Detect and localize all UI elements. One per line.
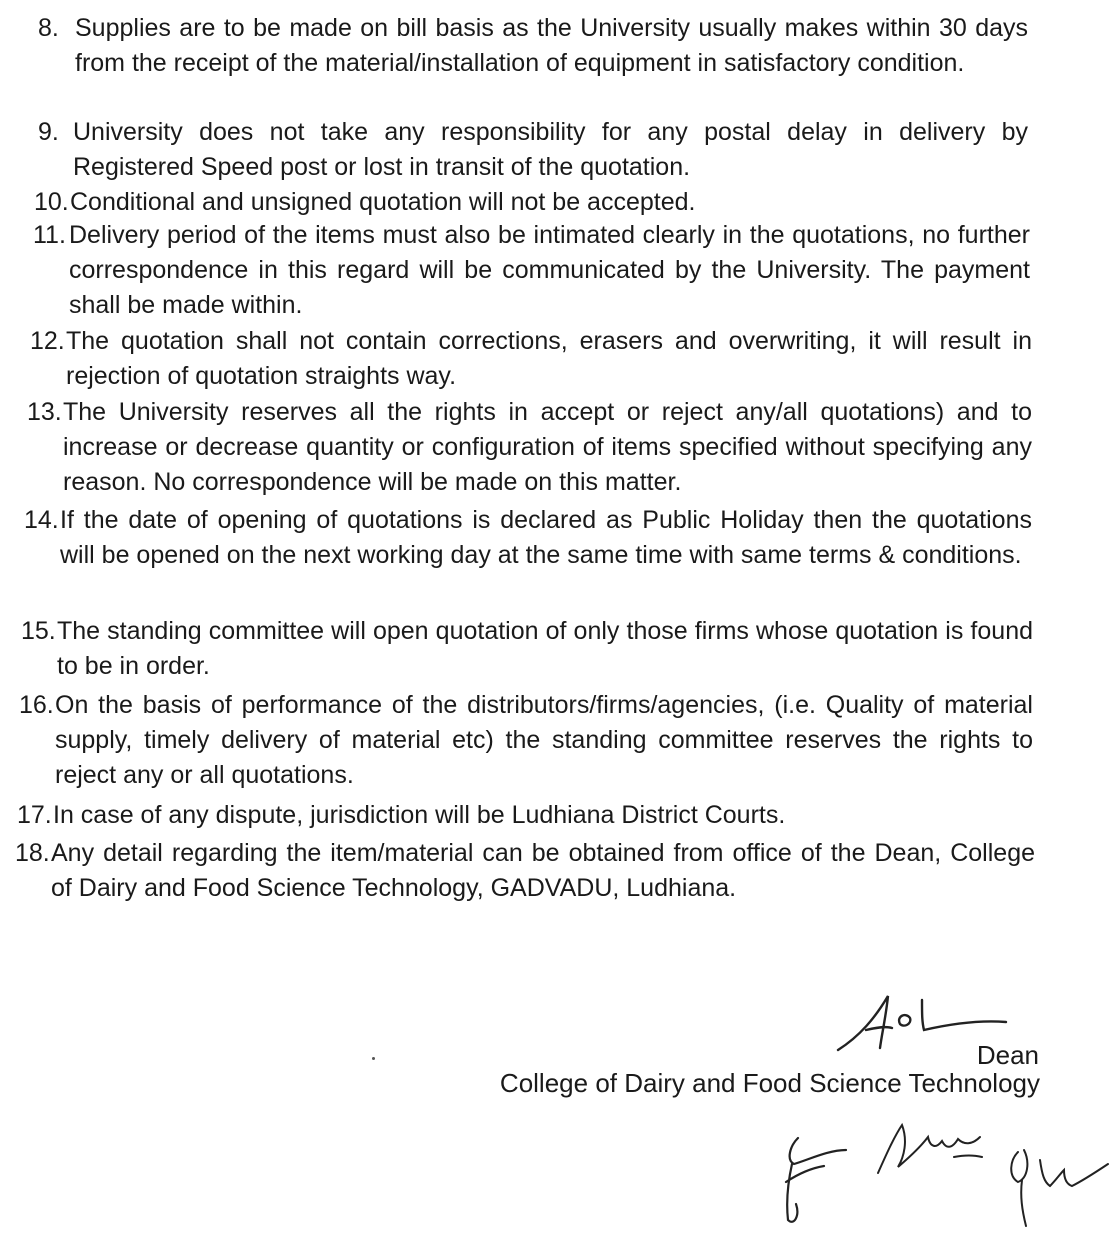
clause-number: 10. (34, 188, 69, 216)
clause-text: Delivery period of the items must also be intimated clearly in the quotations, no further correspondence in this regard will be communicated by the University. The payment shall be made within. (69, 221, 1030, 319)
clause-text: On the basis of performance of the distributors/firms/agencies, (i.e. Quality of material supply, timely delivery of material etc) the standing committee reserves the rights to reject any or all quotations. (55, 691, 1033, 789)
clause-text: The University reserves all the rights in accept or reject any/all quotations) and to increase or decrease quantity or configuration of items specified without specifying any reason. No correspondence will be made on this matter. (63, 398, 1032, 496)
clause-number: 14. (24, 506, 59, 534)
clause-number: 9. (38, 118, 59, 146)
clause-number: 13. (27, 398, 62, 426)
clause-text: Any detail regarding the item/material can be obtained from office of the Dean, College of Dairy and Food Science Technology, GADVADU, Ludhiana. (51, 839, 1035, 902)
clause-text: University does not take any responsibility for any postal delay in delivery by Registered Speed post or lost in transit of the quotation. (73, 118, 1028, 181)
institution-name: College of Dairy and Food Science Technology (499, 1068, 1040, 1098)
member-signature-3 (1000, 1130, 1110, 1230)
speck (372, 1057, 375, 1060)
clause-number: 11. (33, 221, 66, 249)
clause-text: The quotation shall not contain corrections, erasers and overwriting, it will result in rejection of quotation straights way. (66, 327, 1032, 390)
member-signature-1 (768, 1120, 868, 1230)
clause-number: 12. (30, 327, 65, 355)
clause-text: In case of any dispute, jurisdiction will be Ludhiana District Courts. (53, 801, 786, 829)
clause-text: Conditional and unsigned quotation will not be accepted. (70, 188, 696, 216)
clause-text: The standing committee will open quotation of only those firms whose quotation is found to be in order. (57, 617, 1033, 680)
clause-number: 8. (38, 14, 59, 42)
clause-number: 18. (15, 839, 50, 867)
clause-text: Supplies are to be made on bill basis as the University usually makes within 30 days from the receipt of the material/installation of equipment in satisfactory condition. (75, 14, 1028, 77)
clause-number: 17. (17, 801, 52, 829)
clause-number: 16. (19, 691, 54, 719)
clause-number: 15. (21, 617, 56, 645)
signatory-title: Dean (976, 1040, 1039, 1070)
member-signature-2 (868, 1115, 998, 1185)
dean-signature (830, 285, 1010, 355)
clause-text: If the date of opening of quotations is declared as Public Holiday then the quotations will be opened on the next working day at the same time with same terms & conditions. (60, 506, 1032, 569)
